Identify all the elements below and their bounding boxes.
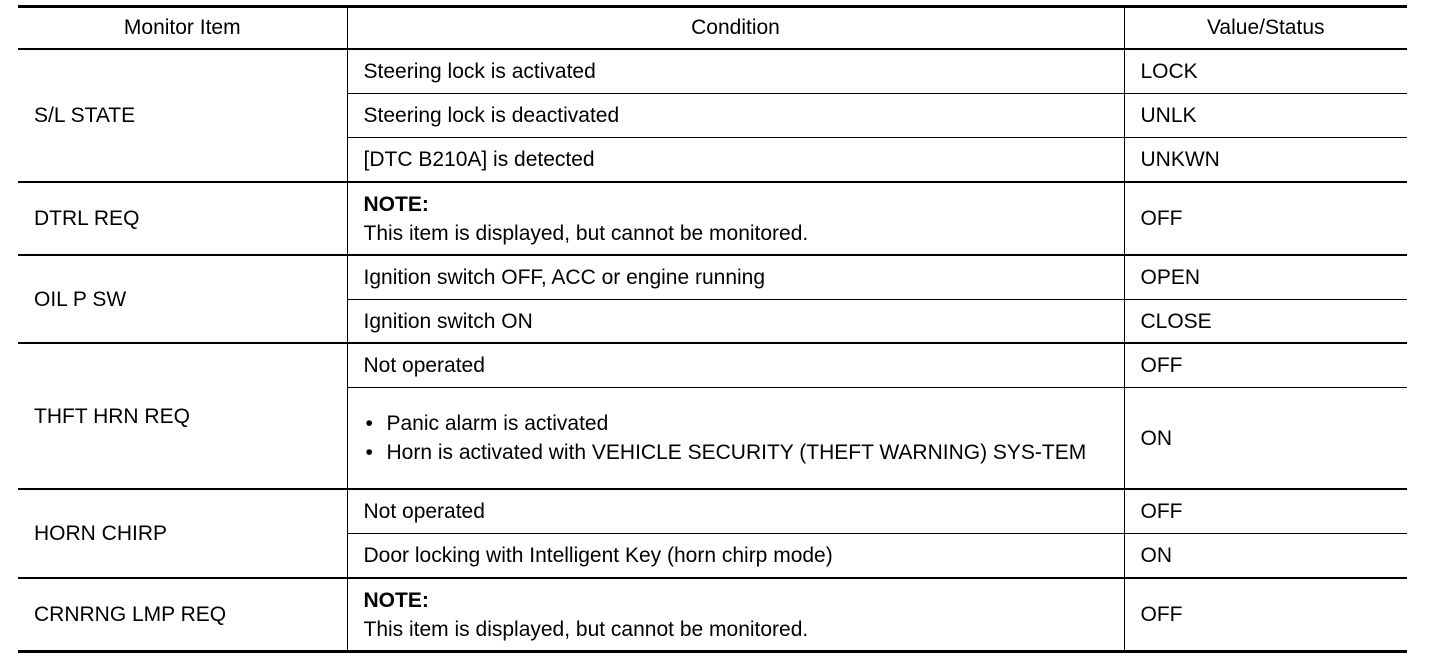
value-cell: LOCK: [1124, 49, 1407, 94]
header-monitor-item: Monitor Item: [18, 7, 347, 50]
monitor-item-oil-p-sw: OIL P SW: [18, 255, 347, 343]
condition-cell: Not operated: [347, 343, 1124, 388]
monitor-item-table: [18, 5, 1407, 653]
note-cell: [347, 182, 1124, 255]
bullet-list: [364, 409, 1124, 467]
value-cell: OFF: [1124, 578, 1407, 652]
value-cell: UNLK: [1124, 94, 1407, 138]
value-cell: OFF: [1124, 182, 1407, 255]
condition-cell: Ignition switch OFF, ACC or engine running: [347, 255, 1124, 300]
monitor-item-horn-chirp: HORN CHIRP: [18, 489, 347, 578]
table-row: [18, 182, 1407, 255]
monitor-item-sl-state: S/L STATE: [18, 49, 347, 182]
table-row: [18, 343, 1407, 388]
value-cell: CLOSE: [1124, 300, 1407, 344]
condition-cell: [DTC B210A] is detected: [347, 138, 1124, 183]
condition-cell: Steering lock is deactivated: [347, 94, 1124, 138]
monitor-item-dtrl-req: DTRL REQ: [18, 182, 347, 255]
condition-bullets-cell: [347, 388, 1124, 490]
bullet-item: • Horn is activated with VEHICLE SECURITY (THEFT WARNING) SYS-TEM: [364, 438, 1124, 467]
condition-cell: Ignition switch ON: [347, 300, 1124, 344]
condition-cell: Steering lock is activated: [347, 49, 1124, 94]
value-cell: OPEN: [1124, 255, 1407, 300]
header-condition: Condition: [347, 7, 1124, 50]
value-cell: UNKWN: [1124, 138, 1407, 183]
table-row: [18, 578, 1407, 652]
table-row: [18, 255, 1407, 300]
value-cell: ON: [1124, 534, 1407, 579]
table-header-row: [18, 7, 1407, 50]
bullet-item: • Panic alarm is activated: [364, 409, 1124, 438]
table-row: [18, 489, 1407, 534]
note-text: This item is displayed, but cannot be monitored.: [363, 617, 809, 641]
table-row: [18, 49, 1407, 94]
note-title: NOTE:: [363, 192, 429, 216]
condition-cell: Door locking with Intelligent Key (horn chirp mode): [347, 534, 1124, 579]
note-cell: [347, 578, 1124, 652]
condition-cell: Not operated: [347, 489, 1124, 534]
monitor-item-thft-hrn-req: THFT HRN REQ: [18, 343, 347, 489]
header-value-status: Value/Status: [1124, 7, 1407, 50]
value-cell: OFF: [1124, 489, 1407, 534]
monitor-item-crnrng-lmp-req: CRNRNG LMP REQ: [18, 578, 347, 652]
note-title: NOTE:: [363, 588, 429, 612]
note-text: This item is displayed, but cannot be monitored.: [363, 221, 809, 245]
value-cell: ON: [1124, 388, 1407, 490]
value-cell: OFF: [1124, 343, 1407, 388]
